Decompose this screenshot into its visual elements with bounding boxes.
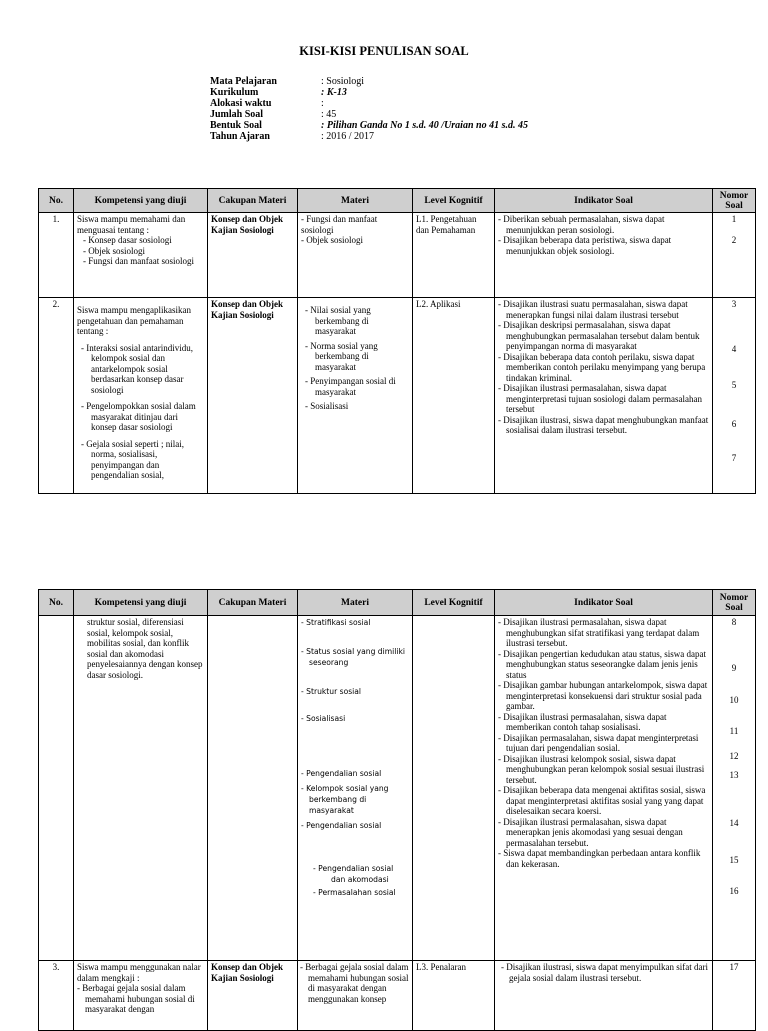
materi-item: - Sosialisasi [305,401,349,411]
meta-row-curriculum [210,87,528,98]
indikator-cell [495,298,713,494]
kompetensi-intro: Siswa mampu menggunakan nalar dalam mengkaji : [77,962,201,983]
cakupan-cell: Konsep dan Objek Kajian Sosiologi [208,298,298,494]
header-cakupan: Cakupan Materi [208,189,298,213]
kompetensi-intro: Siswa mampu memahami dan menguasai tentang : [77,214,186,235]
kompetensi-item: - Berbagai gejala sosial dalam memahami hubungan sosial di masyarakat dengan [77,983,195,1014]
materi-item: - Struktur sosial [301,687,362,696]
nomor-soal: 15 [729,854,739,865]
materi-item: - Objek sosiologi [301,235,363,245]
document-meta [210,76,528,142]
nomor-soal: 14 [729,818,739,828]
materi-item: - Sosialisasi [301,714,346,723]
materi-text: Sosialisasi [310,401,349,411]
row-number: 1. [39,213,74,298]
meta-row-year [210,131,528,142]
indikator-item: - Disajikan ilustrasi permasalahan, siswa dapat menghubungkan sifat stratifikasi yang terdapat dalam ilustrasi tersebut. [498,617,700,648]
kompetensi-cell [74,616,208,961]
indikator-item: - Disajikan permasalahan, siswa dapat menginterpretasi tujuan dari pengendalian sosial. [498,732,699,753]
cakupan-cell: Konsep dan Objek Kajian Sosiologi [208,213,298,298]
materi-item: - Stratifikasi sosial [301,618,371,627]
level-cell: L3. Penalaran [413,961,495,1031]
meta-label: Bentuk Soal [210,120,262,131]
header-nomor: Nomor Soal [713,590,756,616]
header-cakupan: Cakupan Materi [208,590,298,616]
indikator-item: - Disajikan pengertian kedudukan atau status, siswa dapat menghubungkan status seseorangke dalam jenis jenis status [498,648,706,680]
nomor-soal: 7 [731,453,737,463]
indikator-item: - Disajikan ilustrasi permasalahan, siswa dapat menginterpretasi tujuan sosiologi dalam permasalahan tersebut [498,383,702,414]
nomor-soal: 10 [729,695,739,705]
indikator-item: - Disajikan deskripsi permasalahan, siswa dapat menghubungkan permasalahan tersebut dalam bentuk penyimpangan norma di masyarakat [498,320,700,351]
table-row [39,298,756,494]
row-number: 2. [39,298,74,494]
indikator-item: - Disajikan beberapa data contoh perilaku, siswa dapat memberikan contoh perilaku menyimpang yang berupa tindakan kriminal. [498,351,706,383]
kompetensi-text: Interaksi sosial antarindividu, kelompok sosial dan antarkelompok sosial berdasarkan konsep dasar sosiologi [86,342,193,395]
materi-cell [298,213,413,298]
kompetensi-item: - Fungsi dan manfaat sosiologi [83,256,194,266]
nomor-soal: 12 [729,751,739,761]
row-number [39,616,74,961]
header-kompetensi: Kompetensi yang diuji [74,590,208,616]
table-header-row [39,189,756,213]
kompetensi-text: Gejala sosial seperti ; nilai, norma, sosialisasi, penyimpangan dan pengendalian sosial, [86,438,184,480]
level-cell [413,616,495,961]
meta-value: : K-13 [321,87,347,98]
kisi-table-page-1 [38,188,756,494]
materi-cell [298,298,413,494]
indikator-item: - Disajikan ilustrasi kelompok sosial, siswa dapat menghubungkan peran kelompok sosial sesuai ilustrasi tersebut. [498,753,705,785]
nomor-soal: 8 [731,617,737,627]
nomor-soal: 4 [731,343,737,354]
nomor-soal: 9 [731,662,737,673]
cakupan-cell: Konsep dan Objek Kajian Sosiologi [208,961,298,1031]
meta-value: : 45 [321,109,337,120]
materi-item: - Nilai sosial yang berkembang di masyarakat [305,305,371,336]
nomor-cell [713,213,756,298]
nomor-cell: 17 [713,961,756,1031]
materi-item: - Pengendalian sosial dan akomodasi [313,864,394,884]
materi-text: Norma sosial yang berkembang di masyarakat [310,340,378,372]
meta-label: Alokasi waktu [210,98,272,109]
kompetensi-item: - Konsep dasar sosiologi [83,235,172,245]
level-cell: L2. Aplikasi [413,298,495,494]
table-header-row [39,590,756,616]
kompetensi-item: - Objek sosiologi [83,245,145,256]
table-row [39,961,756,1031]
kompetensi-text: Pengelompokkan sosial dalam masyarakat ditinjau dari konsep dasar sosiologi [86,401,196,432]
meta-label: Jumlah Soal [210,109,264,120]
cakupan-cell [208,616,298,961]
header-indikator: Indikator Soal [495,590,713,616]
indikator-cell [495,616,713,961]
materi-cell [298,616,413,961]
nomor-soal: 2 [731,234,737,245]
indikator-item: - Diberikan sebuah permasalahan, siswa dapat menunjukkan peran sosiologi. [498,214,665,235]
materi-item: - Pengendalian sosial [301,821,382,830]
kompetensi-text: struktur sosial, diferensiasi sosial, kelompok sosial, mobilitas sosial, dan konflik sosial dan akomodasi penyelesaiannya dengan konsep dasar sosiologi. [87,617,203,680]
nomor-soal: 11 [729,725,739,736]
kompetensi-item: - Pengelompokkan sosial dalam masyarakat ditinjau dari konsep dasar sosiologi [81,401,196,432]
materi-item: - Permasalahan sosial [313,888,396,897]
materi-item: - Fungsi dan manfaat sosiologi [301,214,378,235]
nomor-soal: 16 [729,886,739,896]
indikator-item: - Disajikan ilustrasi suatu permasalahan, siswa dapat menerapkan fungsi nilai dalam ilustrasi tersebut [498,299,688,320]
table-row [39,213,756,298]
kompetensi-cell [74,213,208,298]
kompetensi-item: - Interaksi sosial antarindividu, kelompok sosial dan antarkelompok sosial berdasarkan konsep dasar sosiologi [81,342,193,395]
kompetensi-item: - Gejala sosial seperti ; nilai, norma, sosialisasi, penyimpangan dan pengendalian sosial, [81,438,184,480]
header-level: Level Kognitif [413,590,495,616]
meta-value: : [321,98,324,109]
nomor-soal: 13 [729,769,739,780]
materi-cell: - Berbagai gejala sosial dalam memahami hubungan sosial di masyarakat dengan menggunakan konsep [298,961,413,1031]
nomor-cell [713,298,756,494]
materi-text: Penyimpangan sosial di masyarakat [310,376,396,397]
header-level: Level Kognitif [413,189,495,213]
meta-label: Kurikulum [210,87,259,98]
nomor-soal: 5 [731,380,737,390]
indikator-item: - Disajikan ilustrasi permalasahan, siswa dapat menerapkan jenis akomodasi yang sesuai dengan permasalahan tersebut. [498,816,683,848]
header-kompetensi: Kompetensi yang diuji [74,189,208,213]
nomor-soal: 3 [731,299,737,309]
meta-value: : Pilihan Ganda No 1 s.d. 40 /Uraian no 41 s.d. 45 [321,120,528,131]
meta-value: : 2016 / 2017 [321,131,375,142]
header-indikator: Indikator Soal [495,189,713,213]
indikator-item: - Disajikan gambar hubungan antarkelompok, siswa dapat menginterpretasi konsekuensi dari struktur sosial pada gambar. [498,680,708,711]
meta-row-time [210,98,528,109]
indikator-cell [495,213,713,298]
meta-row-count [210,109,528,120]
row-number: 3. [39,961,74,1031]
indikator-item: - Disajikan beberapa data mengenai aktifitas sosial, siswa dapat menginterpretasi aktifitas sosial yang yang dapat diselesaikan secara koersi. [498,785,706,816]
level-cell: L1. Pengetahuan dan Pemahaman [413,213,495,298]
nomor-soal: 1 [731,214,737,224]
kompetensi-cell [74,961,208,1031]
meta-row-subject [210,76,528,87]
meta-label: Tahun Ajaran [210,131,270,142]
meta-value: : Sosiologi [321,76,365,87]
nomor-cell [713,616,756,961]
indikator-item: - Disajikan ilustrasi permasalahan, siswa dapat memberikan contoh tahap sosialisasi. [498,711,667,732]
header-nomor: Nomor Soal [713,189,756,213]
kompetensi-cell [74,298,208,494]
kisi-table-page-2 [38,589,756,1031]
kompetensi-intro: Siswa mampu mengaplikasikan pengetahuan dan pemahaman tentang : [77,305,191,336]
header-no: No. [39,590,74,616]
meta-row-form [210,120,528,131]
document-title: KISI-KISI PENULISAN SOAL [299,44,469,58]
table-row [39,616,756,961]
materi-item: - Status sosial yang dimiliki seseorang [301,647,405,667]
materi-item: - Penyimpangan sosial di masyarakat [305,376,396,397]
header-no: No. [39,189,74,213]
header-materi: Materi [298,590,413,616]
materi-item: - Norma sosial yang berkembang di masyarakat [305,340,378,372]
materi-text: Nilai sosial yang berkembang di masyarakat [310,305,371,336]
materi-item: - Pengendalian sosial [301,769,382,778]
materi-item: - Kelompok sosial yang berkembang di masyarakat [301,784,389,815]
indikator-item: - Disajikan ilustrasi, siswa dapat menghubungkan manfaat sosialisai dalam ilustrasi tersebut. [498,414,709,435]
header-materi: Materi [298,189,413,213]
nomor-soal: 6 [731,418,737,429]
indikator-cell: - Disajikan ilustrasi, siswa dapat menyimpulkan sifat dari gejala sosial dalam ilustrasi tersebut. [495,961,713,1031]
meta-label: Mata Pelajaran [210,76,277,87]
indikator-item: - Disajikan beberapa data peristiwa, siswa dapat menunjukkan objek sosiologi. [498,235,672,256]
indikator-item: - Siswa dapat membandingkan perbedaan antara konflik dan kekerasan. [498,848,701,869]
